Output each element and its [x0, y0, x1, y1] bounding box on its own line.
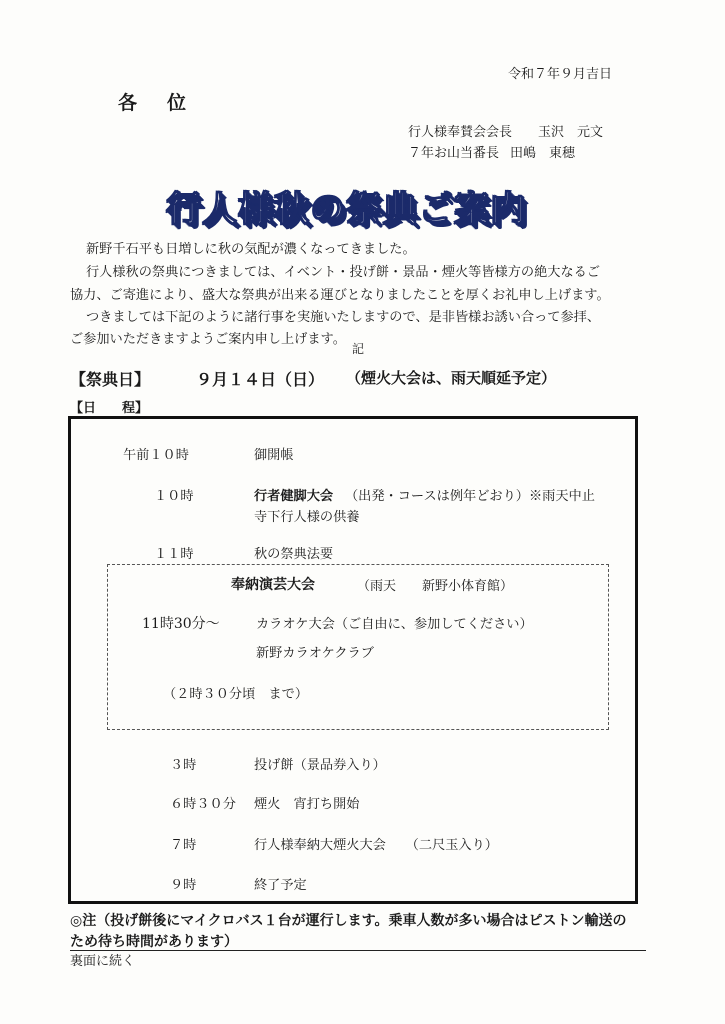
note-line-1: ◎注（投げ餅後にマイクロバス１台が運行します。乗車人数が多い場合はピストン輸送の — [70, 913, 627, 929]
performance-venue: （雨天 新野小体育館） — [357, 579, 514, 594]
schedule-time: 午前１０時 — [123, 448, 189, 463]
performance-club: 新野カラオケクラブ — [256, 646, 374, 661]
signatory-role-1: 行人様奉賛会会長 — [408, 125, 513, 140]
note-underline — [70, 950, 646, 951]
addressee: 各位 — [118, 92, 217, 114]
schedule-event: 煙火 宵打ち開始 — [254, 797, 360, 812]
signatory-role-2: ７年お山当番長 — [408, 146, 500, 161]
schedule-event-line2: 寺下行人様の供養 — [254, 510, 360, 525]
schedule-event: 投げ餅（景品券入り） — [254, 758, 386, 773]
ki-marker: 記 — [352, 342, 365, 356]
body-paragraph-2-line-1: 行人様秋の祭典につきましては、イベント・投げ餅・景品・煙火等皆様方の絶大なるご — [86, 265, 601, 280]
performance-title: 奉納演芸大会 — [231, 577, 315, 593]
continued-on-back: 裏面に続く — [70, 954, 136, 969]
body-paragraph-3-line-1: つきましては下記のように諸行事を実施いたしますので、是非皆様お誘い合って参拝、 — [86, 310, 601, 325]
schedule-time: １０時 — [154, 489, 194, 504]
festival-label: 【祭典日】 — [70, 370, 151, 389]
performance-time: 11時30分～ — [142, 616, 220, 632]
performance-karaoke: カラオケ大会（ご自由に、参加してください） — [256, 617, 533, 632]
note-line-2: ため待ち時間があります） — [70, 934, 238, 950]
document-date: 令和７年９月吉日 — [508, 67, 613, 82]
schedule-label: 【日 程】 — [70, 401, 149, 416]
schedule-time: ６時３０分 — [170, 797, 236, 812]
body-paragraph-1: 新野千石平も日増しに秋の気配が濃くなってきました。 — [86, 242, 416, 257]
performance-until: （２時３０分頃 まで） — [163, 687, 309, 702]
schedule-event-highlight: 行者健脚大会 — [254, 489, 334, 504]
schedule-event: 終了予定 — [254, 878, 307, 893]
document-title: 行人様秋の祭典ご案内 — [166, 190, 527, 230]
signatory-name-2: 田嶋 東穂 — [510, 146, 576, 161]
schedule-time: ９時 — [170, 878, 197, 893]
schedule-time: ３時 — [170, 758, 197, 773]
schedule-event: 御開帳 — [254, 448, 294, 463]
festival-date: ９月１４日（日） — [196, 370, 325, 389]
body-paragraph-3-line-2: ご参加いただきますようご案内申し上げます。 — [70, 332, 346, 347]
schedule-event: （出発・コースは例年どおり）※雨天中止 — [345, 489, 595, 504]
schedule-event: 行人様奉納大煙火大会 （二尺玉入り） — [254, 838, 498, 853]
body-paragraph-2-line-2: 協力、ご寄進により、盛大な祭典が出来る運びとなりましたことを厚くお礼申し上げます。 — [70, 288, 610, 303]
schedule-time: １１時 — [154, 547, 194, 562]
schedule-time: ７時 — [170, 838, 197, 853]
signatory-name-1: 玉沢 元文 — [538, 125, 604, 140]
festival-note: （煙火大会は、雨天順延予定） — [346, 369, 557, 387]
schedule-event: 秋の祭典法要 — [254, 547, 334, 562]
